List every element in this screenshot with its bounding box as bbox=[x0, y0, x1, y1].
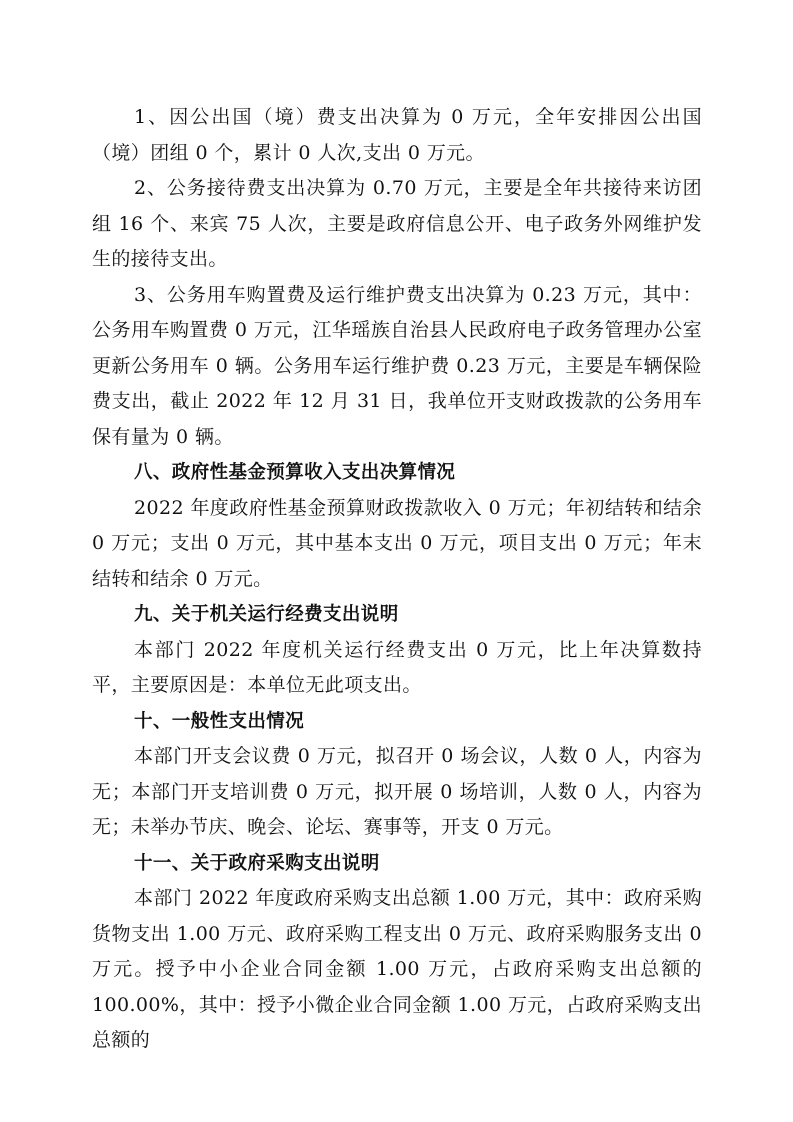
paragraph-government-fund-budget: 2022 年度政府性基金预算财政拨款收入 0 万元；年初结转和结余 0 万元；支出 0 万元，其中基本支出 0 万元，项目支出 0 万元；年末结转和结余 0 万元。 bbox=[92, 496, 702, 590]
heading-government-fund-budget: 八、政府性基金预算收入支出决算情况 bbox=[134, 462, 456, 483]
paragraph-government-procurement: 本部门 2022 年度政府采购支出总额 1.00 万元，其中：政府采购货物支出 1.00 万元、政府采购工程支出 0 万元、政府采购服务支出 0 万元。授予中小企业合同金额 1.00 万元，占政府采购支出总额的 100.00%，其中：授予小微企业合同金额 1.00 万元，占政府采购支出总额的 bbox=[92, 887, 702, 1051]
paragraph-general-expenses: 本部门开支会议费 0 万元，拟召开 0 场会议，人数 0 人，内容为无；本部门开支培训费 0 万元，拟开展 0 场培训，人数 0 人，内容为无；未举办节庆、晚会、论坛、赛事等，开支 0 万元。 bbox=[92, 745, 702, 838]
paragraph-operating-expenses: 本部门 2022 年度机关运行经费支出 0 万元，比上年决算数持平，主要原因是：本单位无此项支出。 bbox=[92, 638, 702, 696]
heading-general-expenses: 十、一般性支出情况 bbox=[134, 710, 305, 732]
paragraph-reception-expenses: 2、公务接待费支出决算为 0.70 万元，主要是全年共接待来访团组 16 个、来宾 75 人次，主要是政府信息公开、电子政务外网维护发生的接待支出。 bbox=[92, 177, 702, 270]
paragraph-overseas-travel: 1、因公出国（境）费支出决算为 0 万元，全年安排因公出国（境）团组 0 个，累计 0 人次,支出 0 万元。 bbox=[92, 106, 702, 164]
paragraph-vehicle-expenses: 3、公务用车购置费及运行维护费支出决算为 0.23 万元，其中：公务用车购置费 0 万元，江华瑶族自治县人民政府电子政务管理办公室更新公务用车 0 辆。公务用车运行维护费 0.23 万元，主要是车辆保险费支出，截止 2022 年 12 月 31 日，我单位开支财政拨款的公务用车保有量为 0 辆。 bbox=[92, 283, 702, 448]
document-body bbox=[92, 100, 702, 1059]
heading-operating-expenses: 九、关于机关运行经费支出说明 bbox=[134, 604, 399, 625]
heading-government-procurement: 十一、关于政府采购支出说明 bbox=[134, 852, 380, 874]
